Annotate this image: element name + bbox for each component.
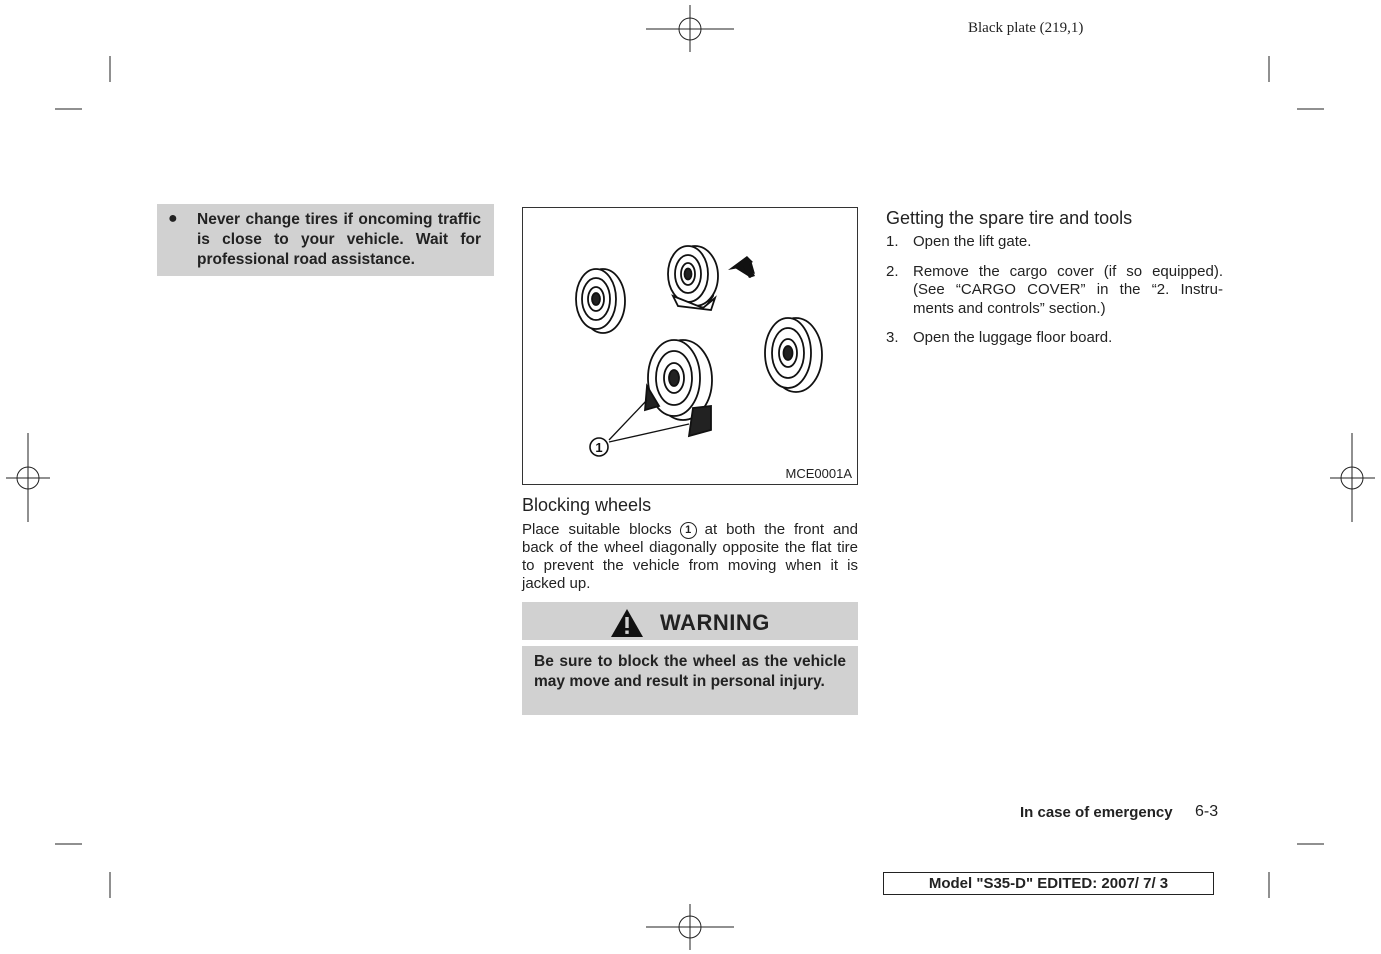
list-item [886, 233, 1223, 252]
block-callout-icon: 1 [680, 522, 697, 539]
step-text: Open the luggage floor board. [913, 329, 1113, 346]
figure-code: MCE0001A [785, 466, 852, 481]
blocking-text-after: at both the front and back of the wheel diagonally opposite the flat tire to prevent the vehicle from moving when it is jacked up. [522, 521, 858, 592]
footer-section-title: In case of emergency [1020, 804, 1173, 821]
flat-tire-icon [668, 246, 718, 310]
blocking-heading: Blocking wheels [522, 495, 652, 515]
step-number: 3. [886, 329, 899, 346]
step-number: 2. [886, 262, 899, 280]
registration-mark-left [6, 433, 50, 522]
step-number: 1. [886, 233, 899, 250]
spare-steps-list [886, 233, 1223, 359]
warning-header [522, 602, 858, 640]
page-number: 6-3 [1195, 803, 1219, 820]
warning-body [522, 646, 858, 715]
warning-label: WARNING [660, 610, 770, 635]
step-text: Open the lift gate. [913, 233, 1032, 250]
list-item [886, 263, 1223, 319]
step-text: Remove the cargo cover (if so equipped). (See “CARGO COVER” in the “2. Instru- ments and controls” section.) [913, 262, 1223, 317]
callout-number: 1 [595, 440, 603, 455]
tire-illustration [523, 208, 857, 484]
tire-blocking-figure [522, 207, 858, 485]
registration-mark-right [1330, 433, 1375, 522]
model-edit-stamp: Model "S35-D" EDITED: 2007/ 7/ 3 [883, 872, 1214, 895]
list-item [886, 329, 1223, 348]
caution-text: Never change tires if oncoming traffic is close to your vehicle. Wait for professional road assistance. [197, 211, 481, 268]
blocking-paragraph [522, 521, 858, 593]
tire-rear-right-icon [765, 318, 822, 392]
blocking-text-before: Place suitable blocks [522, 521, 672, 538]
registration-mark-bottom [646, 904, 734, 950]
caution-box [157, 204, 494, 276]
spare-heading: Getting the spare tire and tools [886, 208, 1133, 228]
warning-text: Be sure to block the wheel as the vehicle may move and result in personal injury. [534, 653, 846, 690]
bullet-icon: ● [168, 210, 178, 227]
plate-label: Black plate (219,1) [968, 20, 1084, 36]
tire-front-left-icon [576, 269, 625, 333]
registration-mark-top [646, 5, 734, 52]
warning-triangle-icon [610, 608, 644, 638]
rear-block-icon [689, 406, 711, 436]
